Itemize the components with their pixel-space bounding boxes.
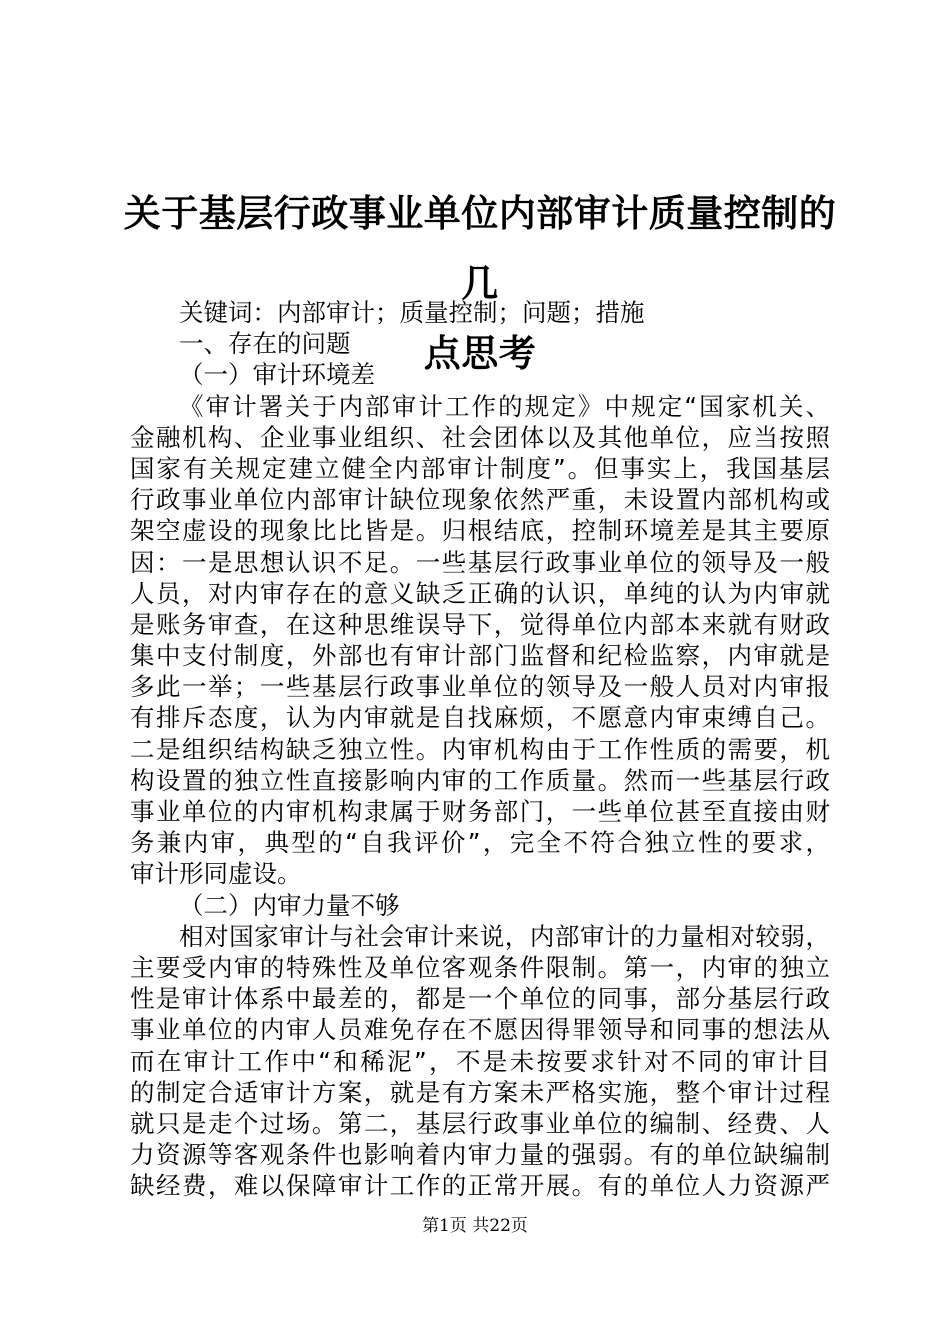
paragraph-line: 力资源等客观条件也影响着内审力量的强弱。有的单位缺编制 bbox=[130, 1140, 830, 1170]
paragraph-line: 事业单位的内审机构隶属于财务部门，一些单位甚至直接由财 bbox=[130, 797, 830, 826]
paragraph-line: 性是审计体系中最差的，都是一个单位的同事，部分基层行政 bbox=[130, 984, 830, 1014]
paragraph-line: 的制定合适审计方案，就是有方案未严格实施，整个审计过程 bbox=[130, 1077, 830, 1107]
page-footer bbox=[0, 1214, 950, 1238]
title-line-1: 关于基层行政事业单位内部审计质量控制的几 bbox=[123, 191, 837, 305]
page-number: 第1页 共22页 bbox=[422, 1216, 528, 1236]
paragraph-line: 事业单位的内审人员难免存在不愿因得罪领导和同事的想法从 bbox=[130, 1015, 830, 1045]
paragraph-line: 二是组织结构缺乏独立性。内审机构由于工作性质的需要，机 bbox=[130, 734, 830, 764]
title-line-2: 点思考 bbox=[423, 331, 537, 375]
paragraph-line: 人员，对内审存在的意义缺乏正确的认识，单纯的认为内审就 bbox=[130, 578, 830, 608]
paragraph-line: 就只是走个过场。第二，基层行政事业单位的编制、经费、人 bbox=[130, 1108, 830, 1138]
paragraph-line: 构设置的独立性直接影响内审的工作质量。然而一些基层行政 bbox=[130, 765, 830, 795]
paragraph-line: 审计形同虚设。 bbox=[130, 859, 302, 889]
section-heading: 一、存在的问题 bbox=[179, 329, 351, 359]
paragraph-line: 而在审计工作中“和稀泥”，不是未按要求针对不同的审计目 bbox=[130, 1046, 830, 1076]
subsection-heading: （二）内审力量不够 bbox=[179, 890, 400, 920]
paragraph-line: 主要受内审的特殊性及单位客观条件限制。第一，内审的独立 bbox=[130, 952, 830, 982]
paragraph-line: 相对国家审计与社会审计来说，内部审计的力量相对较弱， bbox=[179, 921, 830, 951]
keywords-line: 关键词：内部审计；质量控制；问题；措施 bbox=[179, 298, 645, 327]
paragraph-line: 缺经费，难以保障审计工作的正常开展。有的单位人力资源严 bbox=[130, 1171, 830, 1201]
subsection-heading: （一）审计环境差 bbox=[179, 360, 375, 390]
paragraph-line: 行政事业单位内部审计缺位现象依然严重，未设置内部机构或 bbox=[130, 485, 830, 515]
paragraph-line: 金融机构、企业事业组织、社会团体以及其他单位，应当按照 bbox=[130, 422, 830, 452]
paragraph-line: 集中支付制度，外部也有审计部门监督和纪检监察，内审就是 bbox=[130, 641, 830, 671]
paragraph-line: 因：一是思想认识不足。一些基层行政事业单位的领导及一般 bbox=[130, 547, 830, 577]
paragraph-line: 《审计署关于内部审计工作的规定》中规定“国家机关、 bbox=[179, 391, 830, 421]
paragraph-line: 国家有关规定建立健全内部审计制度”。但事实上，我国基层 bbox=[130, 453, 830, 483]
paragraph-line: 是账务审查，在这种思维误导下，觉得单位内部本来就有财政 bbox=[130, 609, 830, 639]
document-body bbox=[130, 297, 830, 1201]
paragraph-line: 架空虚设的现象比比皆是。归根结底，控制环境差是其主要原 bbox=[130, 516, 830, 546]
paragraph-line: 有排斥态度，认为内审就是自找麻烦，不愿意内审束缚自己。 bbox=[130, 703, 830, 733]
paragraph-line: 多此一举；一些基层行政事业单位的领导及一般人员对内审报 bbox=[130, 672, 830, 702]
paragraph-line: 务兼内审，典型的“自我评价”，完全不符合独立性的要求， bbox=[130, 828, 830, 858]
